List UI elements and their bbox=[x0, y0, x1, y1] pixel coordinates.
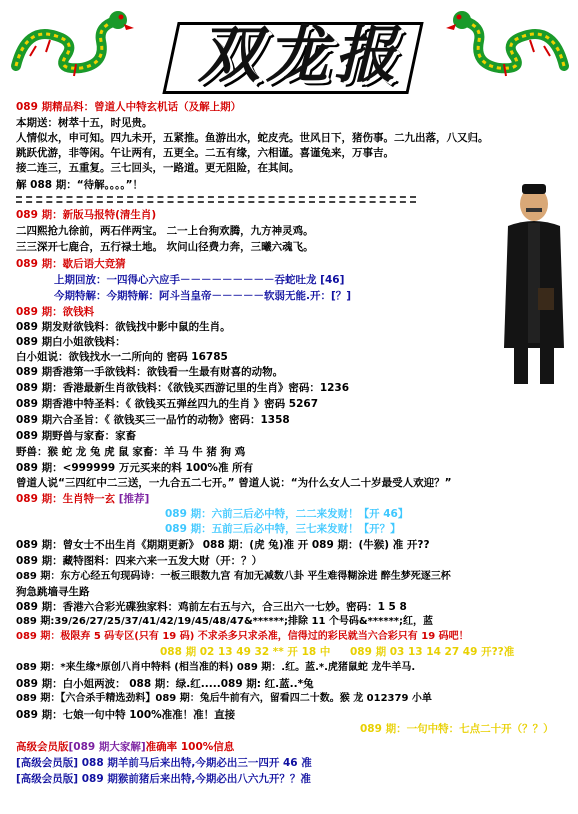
right-dragon-icon bbox=[444, 6, 574, 86]
divider bbox=[16, 201, 416, 203]
section5-highlight: 089 期：六前三后必中特，二二来发财！【开 46】 bbox=[165, 508, 409, 520]
section1-heading-prefix: 089 期精品料： bbox=[16, 101, 95, 113]
section4-line: 089 期香港中特圣料：《 欲钱买五弹丝四九的生肖 》密码 5267 bbox=[16, 398, 319, 410]
section5-highlight: 089 期：五前三后必中特，三七来发财！【开？】 bbox=[165, 523, 401, 535]
section1-heading bbox=[16, 100, 241, 114]
section2-line: 二四熙抢九徐前，两石伴两宝。 二一上台狗欢腾，九方神灵鸡。 bbox=[16, 225, 314, 237]
section2-heading: 089 期：新版马报特(清生肖) bbox=[16, 209, 157, 221]
section4-line: 089 期香港第一手欲钱料：欲钱看一生最有财喜的动物。 bbox=[16, 366, 284, 378]
vip-heading-suffix: 准确率 100%信息 bbox=[145, 741, 235, 753]
section1-line: 本期送：树萃十五，时见贵。 bbox=[16, 117, 153, 129]
section1-heading-text: 曾道人中特玄机话（及解上期） bbox=[94, 101, 242, 113]
zeng-daoren-figure-icon bbox=[498, 178, 570, 388]
section5-yellow-b: 089 期 03 13 14 27 49 开??准 bbox=[350, 646, 515, 658]
masthead-title: 双龙报 bbox=[197, 18, 402, 91]
section2-line: 三三深开七鹿合，五行禄土地。 坎问山径费力奔，三曦六魂飞。 bbox=[16, 241, 314, 253]
section4-line: 089 期白小姐欲钱料： bbox=[16, 336, 126, 348]
section5-warning bbox=[16, 630, 469, 644]
section4-line: 089 期发财欲钱料：欲钱找中影中鼠的生肖。 bbox=[16, 321, 231, 333]
section4-line: 白小姐说：欲钱找水一二所向的 密码 16785 bbox=[16, 351, 228, 363]
vip-heading bbox=[16, 740, 234, 754]
section5-line: 089 期：香港六合彩光碟独家料：鸡前左右五与六，合三出六一七妙。密码：1 5 8 bbox=[16, 601, 407, 613]
section5-line: 089 期：【六合杀手精选劲料】089 期：兔后牛前有六，留看四二十数。猴 龙 012379 小单 bbox=[16, 693, 432, 704]
section4-line: 野兽：猴 蛇 龙 兔 虎 鼠 家畜：羊 马 牛 猪 狗 鸡 bbox=[16, 446, 246, 458]
section5-heading bbox=[16, 492, 149, 506]
section5-line: 089 期：东方心经五句现码诗：一板三眼数九宫 有加无减数八卦 平生难得糊涂进 醉生梦死逐三杯 bbox=[16, 571, 451, 582]
section5-line: 089 期：曾女士不出生肖《期期更新》 088 期：(虎 兔)准 开 089 期：(牛猴) 准 开?? bbox=[16, 539, 430, 551]
section5-one-word-special: 089 期：一句中特：七点二十开（？？） bbox=[360, 723, 554, 735]
section5-heading-tag: [推荐] bbox=[118, 493, 150, 505]
section5-line: 狗急跳墙寻生路 bbox=[16, 586, 90, 598]
masthead bbox=[0, 0, 578, 100]
left-dragon-icon bbox=[6, 6, 136, 86]
section5-yellow-a: 088 期 02 13 49 32 ** 开 18 中 bbox=[160, 646, 331, 658]
section5-heading-prefix: 089 期：生肖特一玄 bbox=[16, 493, 119, 505]
section4-line: 曾道人说“三四红中二三送，一九合五二七开。” 曾道人说：“为什么女人二十岁最受人欢迎？” bbox=[16, 477, 452, 489]
vip-line: [高级会员版] 088 期羊前马后来出特,今期必出三一四开 46 准 bbox=[16, 757, 312, 769]
section1-line: 跳跃优游，非等闲。午让两有，五更全。二五有缘，六相谨。喜谨兔来，万事吉。 bbox=[16, 147, 394, 159]
section3-special: 今期特解：今期特解：阿斗当皇帝－－－－－软弱无能.开：[？] bbox=[54, 290, 352, 302]
section5-line: 089 期：白小姐两波： 088 期：绿.红.....089 期: 红.蓝..*兔 bbox=[16, 678, 314, 690]
section3-heading: 089 期：歇后语大竞猜 bbox=[16, 258, 126, 270]
section5-warning-text: 089 期：极限弃 5 码专区(只有 19 码) 不求杀多只求杀准，信得过的彩民就当六合彩只有 19 码吧！ bbox=[16, 631, 469, 642]
section1-line: 人情似水，申可知。四九未开，五紧推。鱼游出水，蛇皮壳。世风日下，猪伤事。二九出落，八又归。 bbox=[16, 132, 489, 144]
section5-line: 089 期:39/26/27/25/37/41/42/19/45/48/47&******;排除 11 个号码&******;红，蓝 bbox=[16, 616, 434, 627]
vip-heading-bracket: [089 期大家解] bbox=[68, 741, 146, 753]
section1-line: 解 088 期：“待解。。。。”！ bbox=[16, 179, 144, 191]
section4-line: 089 期：香港最新生肖欲钱料：《欲钱买西游记里的生肖》密码：1236 bbox=[16, 382, 350, 394]
section4-line: 089 期六合圣旨：《 欲钱买三一品竹的动物》密码：1358 bbox=[16, 414, 290, 426]
section4-line: 089 期：<999999 万元买来的料 100%准 所有 bbox=[16, 462, 254, 474]
vip-line: [高级会员版] 089 期猴前猪后来出特,今期必出八六九开？？准 bbox=[16, 773, 311, 785]
section5-line: 089 期：*来生缘*原创八肖中特料 (相当准的料) 089 期：.红。蓝.*.虎猪鼠蛇 龙牛羊马. bbox=[16, 662, 416, 673]
section5-line: 089 期：藏特图料：四来六来一五发大财（开：？） bbox=[16, 555, 263, 567]
divider bbox=[16, 196, 416, 198]
section5-line: 089 期：七娘一句中特 100%准准！准！直接 bbox=[16, 709, 236, 721]
vip-heading-prefix: 高级会员版 bbox=[16, 741, 69, 753]
section4-line: 089 期野兽与家畜：家畜 bbox=[16, 430, 137, 442]
section3-review: 上期回放：一四得心六应手－－－－－－－－－吞蛇吐龙 [46] bbox=[54, 274, 345, 286]
section4-heading: 089 期：欲钱料 bbox=[16, 306, 95, 318]
section1-line: 接二连三，五重复。三七回头，一路道。更无阻险，在其间。 bbox=[16, 162, 300, 174]
